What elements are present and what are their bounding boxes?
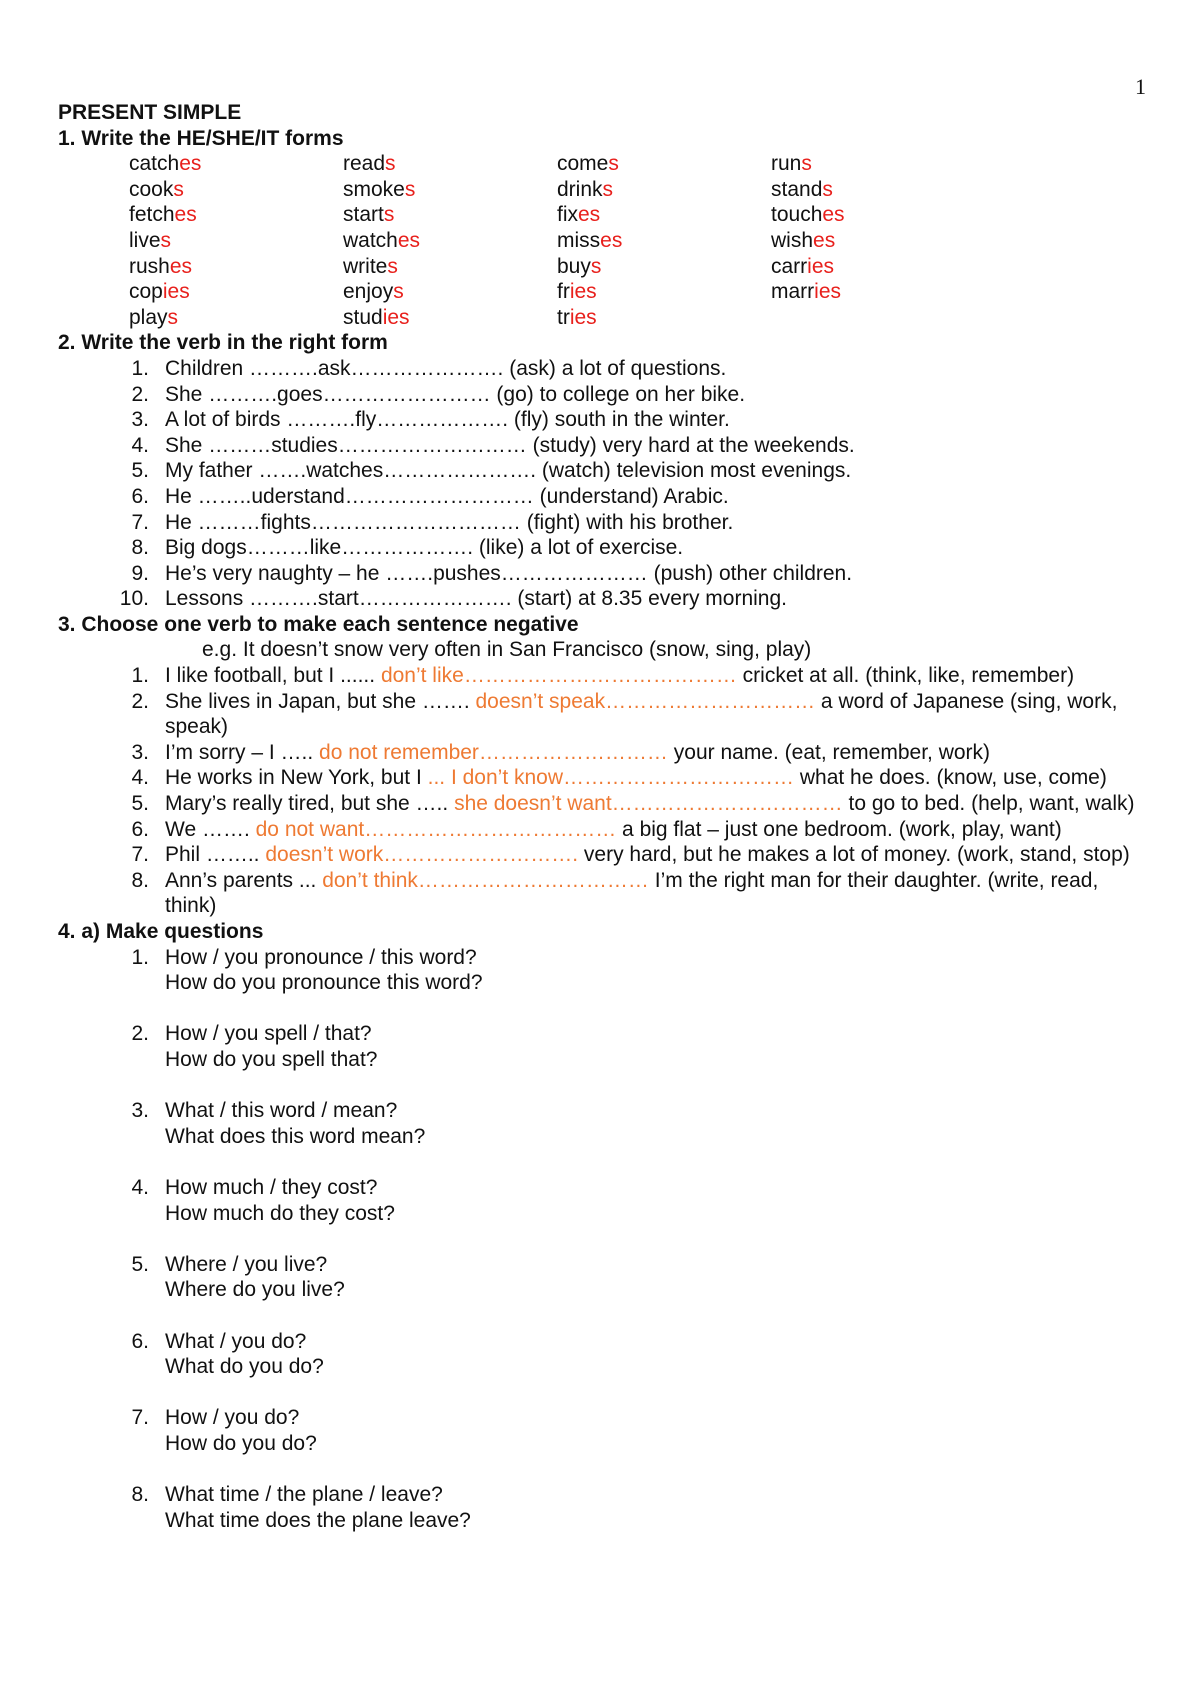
item-text	[165, 842, 1148, 868]
item-number: 1.	[131, 664, 149, 688]
verb-stem: write	[343, 254, 388, 278]
question-answer: How do you pronounce this word?	[165, 971, 483, 995]
verb-suffix: s	[387, 254, 398, 278]
sentence-end: I’m the right man for their daughter. (write, read, think)	[165, 868, 1099, 918]
verb-form-item	[58, 382, 1148, 408]
answer-text: doesn’t speak…………………………	[475, 689, 816, 713]
verb-stem: touch	[771, 203, 823, 227]
verb-form-cell	[129, 305, 343, 331]
item-number: 3.	[131, 408, 149, 432]
verb-stem: read	[343, 152, 386, 176]
verb-suffix: s	[602, 177, 614, 201]
negative-sentence-item	[58, 663, 1148, 689]
verb-stem: come	[557, 152, 609, 176]
item-number: 8.	[131, 868, 149, 892]
item-text: He ……..uderstand……………………… (understand) Arabic.	[165, 484, 729, 508]
verb-suffix: es	[397, 228, 421, 252]
question-answer-row	[58, 1201, 1148, 1227]
verb-form-cell	[557, 151, 771, 177]
spacer	[58, 1226, 1148, 1252]
question-answer-row	[58, 1124, 1148, 1150]
question-answer-row	[58, 1277, 1148, 1303]
verb-form-item	[58, 407, 1148, 433]
question-answer-row	[58, 1047, 1148, 1073]
verb-suffix: ies	[382, 305, 410, 329]
verb-form-cell	[557, 202, 771, 228]
verb-suffix: ies	[162, 280, 190, 304]
page-number: 1	[1135, 74, 1146, 99]
verb-suffix: s	[822, 177, 833, 201]
verb-form-cell	[129, 202, 343, 228]
question-answer: How much do they cost?	[165, 1201, 395, 1225]
verb-suffix: es	[600, 228, 623, 252]
section2-heading: 2. Write the verb in the right form	[58, 331, 388, 355]
section3-heading: 3. Choose one verb to make each sentence negative	[58, 612, 579, 636]
verb-suffix: es	[578, 203, 601, 227]
verb-stem: stud	[343, 305, 383, 329]
verb-suffix: s	[385, 152, 396, 176]
verb-stem: live	[129, 228, 161, 252]
verb-suffix: s	[167, 305, 179, 329]
item-number: 3.	[131, 740, 149, 764]
negative-sentence-item	[58, 765, 1148, 791]
spacer	[58, 1073, 1148, 1099]
item-text	[165, 868, 1148, 919]
verb-form-cell	[557, 305, 771, 331]
answer-text: ... I don’t know……………………………	[427, 766, 795, 790]
question-answer: What do you do?	[165, 1355, 324, 1379]
sentence-start: She lives in Japan, but she …….	[165, 689, 476, 713]
verb-stem: start	[343, 203, 384, 227]
sentence-start: Phil ……..	[165, 843, 266, 867]
question-prompt-row	[58, 1098, 1148, 1124]
question-item	[58, 945, 1148, 1022]
verb-form-cell	[557, 254, 771, 280]
sentence-start: He works in New York, but I	[165, 766, 428, 790]
question-prompt-row	[58, 1482, 1148, 1508]
verb-suffix: s	[160, 228, 172, 252]
verb-stem: rush	[129, 254, 170, 278]
question-prompt-row	[58, 1405, 1148, 1431]
item-number: 2.	[131, 689, 149, 713]
page-title: PRESENT SIMPLE	[58, 101, 242, 124]
verb-suffix: es	[174, 203, 197, 227]
item-text: She ………studies……………………… (study) very hard at the weekends.	[165, 433, 855, 457]
spacer	[58, 1380, 1148, 1406]
question-answer-row	[58, 1431, 1148, 1457]
verb-suffix: s	[590, 254, 602, 278]
verb-form-item	[58, 484, 1148, 510]
verb-suffix: ies	[814, 280, 842, 304]
verb-suffix: s	[173, 177, 184, 201]
item-number: 4.	[131, 1175, 149, 1199]
item-number: 5.	[131, 459, 149, 483]
question-answer-row	[58, 1508, 1148, 1534]
question-prompt: How / you do?	[165, 1406, 300, 1430]
negative-sentence-item	[58, 817, 1148, 843]
verb-form-item	[58, 356, 1148, 382]
item-text: Children ……….ask…………………. (ask) a lot of questions.	[165, 356, 727, 380]
verb-form-cell	[129, 279, 343, 305]
question-item	[58, 1252, 1148, 1329]
question-prompt-row	[58, 1021, 1148, 1047]
verb-form-cell	[771, 279, 985, 305]
item-text: A lot of birds ……….fly………………. (fly) south in the winter.	[165, 408, 730, 432]
item-text: He’s very naughty – he …….pushes………………… (push) other children.	[165, 561, 853, 585]
verb-form-cell	[771, 177, 985, 203]
item-number: 5.	[131, 792, 149, 816]
verb-form-cell	[129, 151, 343, 177]
item-text	[165, 740, 1148, 766]
item-text	[165, 765, 1148, 791]
verb-form-cell	[771, 228, 985, 254]
answer-text: do not want………………………………	[255, 817, 617, 841]
item-number: 3.	[131, 1099, 149, 1123]
negative-sentence-item	[58, 868, 1148, 919]
question-prompt: What / you do?	[165, 1329, 307, 1353]
verb-stem: drink	[557, 177, 603, 201]
verb-form-item	[58, 510, 1148, 536]
question-list	[58, 945, 1148, 1534]
worksheet	[58, 100, 1148, 1533]
item-number: 1.	[131, 356, 149, 380]
verb-stem: smoke	[343, 177, 405, 201]
question-prompt: How much / they cost?	[165, 1175, 378, 1199]
verb-stem: enjoy	[343, 280, 394, 304]
item-number: 6.	[131, 484, 149, 508]
verb-form-cell	[771, 254, 985, 280]
verb-suffix: s	[608, 152, 619, 176]
question-answer-row	[58, 970, 1148, 996]
verb-form-cell	[343, 151, 557, 177]
sentence-end: a big flat – just one bedroom. (work, play, want)	[616, 817, 1062, 841]
verb-suffix: es	[169, 254, 193, 278]
verb-suffix: es	[822, 203, 845, 227]
verb-stem: play	[129, 305, 168, 329]
verb-form-cell	[771, 305, 985, 331]
he-she-it-forms-grid	[129, 151, 1148, 330]
sentence-end: what he does. (know, use, come)	[794, 766, 1107, 790]
item-number: 7.	[131, 1406, 149, 1430]
verb-suffix: es	[813, 228, 836, 252]
verb-suffix: ies	[807, 254, 835, 278]
verb-form-item	[58, 535, 1148, 561]
item-number: 2.	[131, 382, 149, 406]
spacer	[58, 1149, 1148, 1175]
verb-form-item	[58, 586, 1148, 612]
verb-stem: catch	[129, 152, 180, 176]
verb-stem: marr	[771, 280, 815, 304]
sentence-end: your name. (eat, remember, work)	[667, 740, 991, 764]
verb-form-cell	[343, 228, 557, 254]
question-answer-row	[58, 1354, 1148, 1380]
verb-stem: run	[771, 152, 802, 176]
verb-stem: fix	[557, 203, 578, 227]
spacer	[58, 1303, 1148, 1329]
verb-form-cell	[129, 228, 343, 254]
verb-suffix: s	[801, 152, 812, 176]
verb-suffix: es	[179, 152, 202, 176]
item-text: Lessons ……….start…………………. (start) at 8.35 every morning.	[165, 587, 788, 611]
verb-stem: watch	[343, 228, 398, 252]
sentence-end: to go to bed. (help, want, walk)	[842, 792, 1135, 816]
question-prompt: What time / the plane / leave?	[165, 1483, 443, 1507]
verb-stem: buy	[557, 254, 591, 278]
answer-text: don’t think……………………………	[322, 868, 649, 892]
item-number: 4.	[131, 766, 149, 790]
question-item	[58, 1098, 1148, 1175]
negative-sentence-list	[58, 663, 1148, 919]
negative-sentence-item	[58, 842, 1148, 868]
answer-text: she doesn’t want……………………………	[454, 792, 843, 816]
spacer	[58, 1456, 1148, 1482]
question-item	[58, 1175, 1148, 1252]
sentence-start: I’m sorry – I …..	[165, 740, 320, 764]
verb-stem: cook	[129, 177, 174, 201]
answer-text: don’t like…………………………………	[380, 664, 737, 688]
verb-stem: stand	[771, 177, 823, 201]
item-number: 8.	[131, 1483, 149, 1507]
item-number: 10.	[119, 587, 149, 611]
question-answer: What time does the plane leave?	[165, 1508, 471, 1532]
negative-sentence-item	[58, 740, 1148, 766]
item-text: My father …….watches…………………. (watch) television most evenings.	[165, 459, 852, 483]
item-number: 8.	[131, 536, 149, 560]
verb-stem: wish	[771, 228, 814, 252]
negative-sentence-item	[58, 689, 1148, 740]
question-prompt-row	[58, 945, 1148, 971]
answer-text: doesn’t work……………………….	[265, 843, 579, 867]
question-answer: Where do you live?	[165, 1278, 345, 1302]
answer-text: do not remember………………………	[319, 740, 668, 764]
verb-form-item	[58, 433, 1148, 459]
verb-form-cell	[129, 254, 343, 280]
verb-form-cell	[343, 279, 557, 305]
section1-heading: 1. Write the HE/SHE/IT forms	[58, 126, 344, 150]
item-text: He ………fights………………………… (fight) with his brother.	[165, 510, 734, 534]
item-number: 9.	[131, 561, 149, 585]
item-text: She ……….goes…………………… (go) to college on her bike.	[165, 382, 746, 406]
verb-suffix: s	[393, 280, 404, 304]
verb-form-cell	[771, 151, 985, 177]
verb-form-cell	[557, 279, 771, 305]
sentence-start: We …….	[165, 817, 256, 841]
item-text	[165, 791, 1148, 817]
negative-example: e.g. It doesn’t snow very often in San Francisco (snow, sing, play)	[202, 638, 812, 662]
item-number: 2.	[131, 1022, 149, 1046]
verb-form-cell	[343, 305, 557, 331]
question-answer: How do you do?	[165, 1431, 317, 1455]
question-prompt: Where / you live?	[165, 1252, 328, 1276]
item-number: 5.	[131, 1252, 149, 1276]
item-text	[165, 689, 1148, 740]
sentence-start: I like football, but I ......	[165, 664, 381, 688]
verb-form-cell	[771, 202, 985, 228]
verb-form-cell	[343, 254, 557, 280]
item-number: 6.	[131, 817, 149, 841]
item-number: 6.	[131, 1329, 149, 1353]
item-text: Big dogs………like………………. (like) a lot of exercise.	[165, 536, 684, 560]
question-prompt: How / you spell / that?	[165, 1022, 372, 1046]
sentence-start: Ann’s parents ...	[165, 868, 323, 892]
verb-form-cell	[557, 177, 771, 203]
question-answer: How do you spell that?	[165, 1047, 378, 1071]
verb-stem: miss	[557, 228, 601, 252]
verb-stem: tr	[557, 305, 570, 329]
verb-stem: fr	[557, 280, 570, 304]
question-item	[58, 1021, 1148, 1098]
verb-suffix: ies	[569, 305, 597, 329]
sentence-end: very hard, but he makes a lot of money. (work, stand, stop)	[578, 843, 1130, 867]
question-item	[58, 1329, 1148, 1406]
item-number: 7.	[131, 843, 149, 867]
question-prompt-row	[58, 1175, 1148, 1201]
sentence-end: cricket at all. (think, like, remember)	[736, 664, 1075, 688]
item-text	[165, 663, 1148, 689]
question-prompt: What / this word / mean?	[165, 1099, 398, 1123]
verb-form-cell	[557, 228, 771, 254]
negative-sentence-item	[58, 791, 1148, 817]
verb-form-cell	[343, 177, 557, 203]
question-prompt: How / you pronounce / this word?	[165, 945, 477, 969]
section4-heading: 4. a) Make questions	[58, 920, 264, 943]
item-number: 1.	[131, 945, 149, 969]
verb-stem: cop	[129, 280, 163, 304]
verb-form-list	[58, 356, 1148, 612]
item-number: 4.	[131, 433, 149, 457]
verb-suffix: s	[383, 203, 395, 227]
verb-form-cell	[129, 177, 343, 203]
verb-stem: carr	[771, 254, 808, 278]
sentence-start: Mary’s really tired, but she …..	[165, 792, 455, 816]
sentence-end: a word of Japanese (sing, work, speak)	[165, 689, 1118, 739]
question-prompt-row	[58, 1329, 1148, 1355]
question-prompt-row	[58, 1252, 1148, 1278]
verb-form-item	[58, 458, 1148, 484]
question-item	[58, 1405, 1148, 1482]
question-item	[58, 1482, 1148, 1533]
item-number: 7.	[131, 510, 149, 534]
spacer	[58, 996, 1148, 1022]
verb-stem: fetch	[129, 203, 175, 227]
verb-form-item	[58, 561, 1148, 587]
verb-form-cell	[343, 202, 557, 228]
verb-suffix: ies	[569, 280, 597, 304]
item-text	[165, 817, 1148, 843]
verb-suffix: s	[404, 177, 416, 201]
question-answer: What does this word mean?	[165, 1124, 426, 1148]
